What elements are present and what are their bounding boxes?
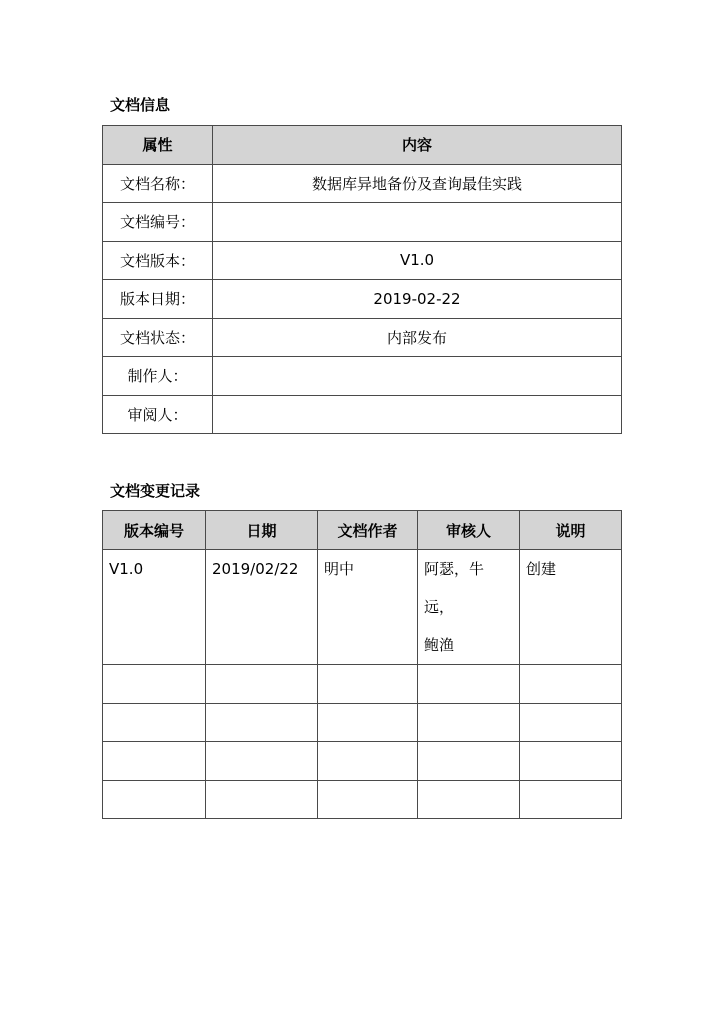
header-version-number: 版本编号: [103, 511, 206, 550]
header-description: 说明: [520, 511, 622, 550]
row-value-reviewer: [213, 395, 622, 434]
table-header-row: [103, 511, 622, 550]
empty-cell: [318, 780, 418, 819]
empty-cell: [318, 703, 418, 742]
table-row: [103, 203, 622, 242]
table-header-row: [103, 126, 622, 165]
table-row: [103, 703, 622, 742]
empty-cell: [418, 703, 520, 742]
empty-cell: [520, 665, 622, 704]
row-value-version: V1.0: [213, 241, 622, 280]
cell-author: 明中: [318, 550, 418, 665]
empty-cell: [418, 665, 520, 704]
header-date: 日期: [206, 511, 318, 550]
table-row: [103, 357, 622, 396]
header-content: 内容: [213, 126, 622, 165]
cell-version: V1.0: [103, 550, 206, 665]
table-row: [103, 318, 622, 357]
table-row: [103, 164, 622, 203]
header-reviewer: 审核人: [418, 511, 520, 550]
table-row: [103, 241, 622, 280]
header-attribute: 属性: [103, 126, 213, 165]
empty-cell: [318, 665, 418, 704]
table-row: [103, 780, 622, 819]
table-row: [103, 665, 622, 704]
table-row: [103, 280, 622, 319]
row-label-name: 文档名称：: [103, 164, 213, 203]
empty-cell: [103, 665, 206, 704]
row-value-name: 数据库异地备份及查询最佳实践: [213, 164, 622, 203]
empty-cell: [318, 742, 418, 781]
row-label-status: 文档状态：: [103, 318, 213, 357]
empty-cell: [103, 703, 206, 742]
cell-reviewer: [418, 550, 520, 665]
table-row: [103, 742, 622, 781]
row-value-number: [213, 203, 622, 242]
reviewer-line-2: 鲍渔: [424, 636, 455, 654]
empty-cell: [206, 742, 318, 781]
empty-cell: [418, 780, 520, 819]
empty-cell: [520, 703, 622, 742]
row-value-author: [213, 357, 622, 396]
document-info-table: [102, 125, 622, 434]
empty-cell: [206, 780, 318, 819]
empty-cell: [520, 780, 622, 819]
empty-cell: [206, 703, 318, 742]
header-document-author: 文档作者: [318, 511, 418, 550]
row-value-status: 内部发布: [213, 318, 622, 357]
table-row: [103, 395, 622, 434]
empty-cell: [520, 742, 622, 781]
empty-cell: [103, 742, 206, 781]
change-history-title: 文档变更记录: [110, 482, 201, 500]
document-info-title: 文档信息: [110, 96, 171, 114]
reviewer-line-1: 阿瑟，牛远，: [424, 560, 485, 616]
change-history-table: [102, 510, 622, 819]
empty-cell: [418, 742, 520, 781]
row-label-author: 制作人：: [103, 357, 213, 396]
row-label-reviewer: 审阅人：: [103, 395, 213, 434]
row-label-number: 文档编号：: [103, 203, 213, 242]
cell-date: 2019/02/22: [206, 550, 318, 665]
cell-note: 创建: [520, 550, 622, 665]
row-value-date: 2019-02-22: [213, 280, 622, 319]
row-label-date: 版本日期：: [103, 280, 213, 319]
table-row: [103, 550, 622, 665]
row-label-version: 文档版本：: [103, 241, 213, 280]
empty-cell: [206, 665, 318, 704]
empty-cell: [103, 780, 206, 819]
